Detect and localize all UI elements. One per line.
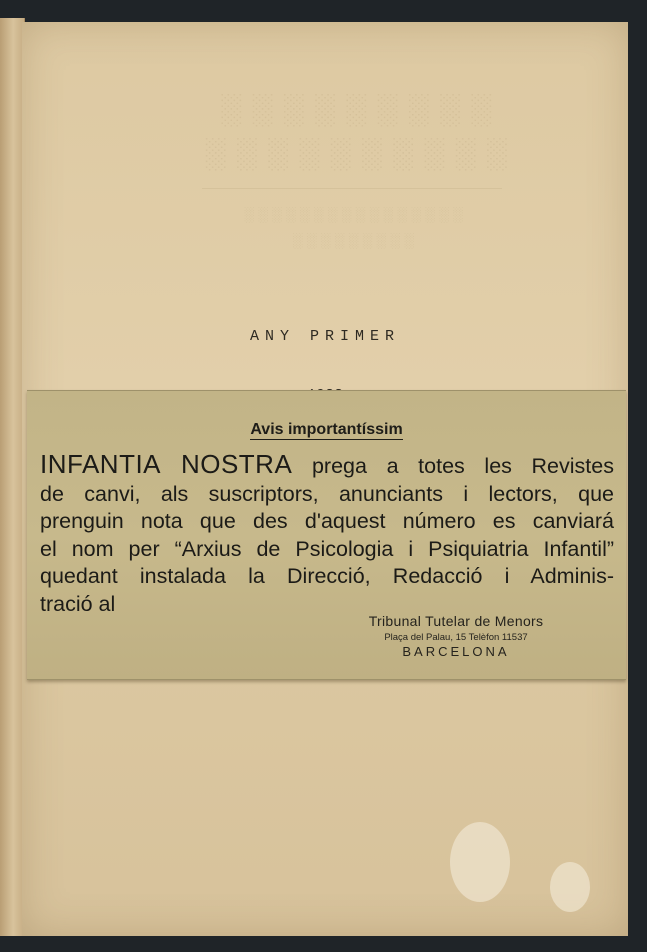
street-address: Plaça del Palau, 15 Telèfon 11537 [384,632,528,643]
institution-name: Tribunal Tutelar de Menors [368,613,544,629]
paper-stain [550,862,590,912]
notice-line: tració al [40,591,116,616]
notice-title: Avis importantíssim [250,421,403,438]
pasted-notice-slip [27,390,626,680]
notice-line: de canvi, als suscriptors, anunciants i lectors, que [40,481,614,506]
paper-stain [450,822,510,902]
notice-line: prenguin nota que des d'aquest número es canviará [40,509,614,533]
bleed-through-text: ░░░░░░░░░ ░░░░░░░░░░ ░░░░░░░░░░░░░░░░ ░░░░░░░░░ [195,93,509,248]
city-name: BARCELONA [402,644,510,659]
notice-line: prega a totes les Revistes [311,454,614,478]
volume-label: ANY PRIMER [249,328,400,345]
address-block [351,613,561,659]
notice-line: quedant instalada la Direcció, Redacció i Adminis- [40,564,614,588]
notice-body [40,451,614,618]
notice-line: el nom per “Arxius de Psicologia i Psiquiatria Infantil” [40,536,614,561]
brand-name: INFANTIA NOSTRA [40,449,293,479]
